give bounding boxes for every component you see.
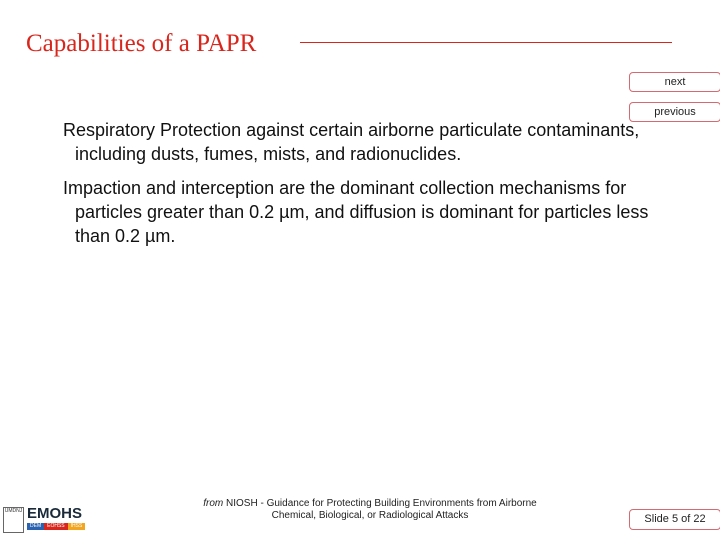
logo-band: IHSS (68, 523, 86, 530)
source-citation (180, 498, 560, 522)
emohs-logo (3, 505, 85, 535)
logo-name: EMOHS (27, 505, 83, 522)
source-line-1: NIOSH - Guidance for Protecting Building Environments from Airborne (223, 498, 537, 509)
slide-title: Capabilities of a PAPR (26, 30, 257, 57)
emblem-icon: UMDNJ (3, 507, 24, 533)
slide-body (63, 118, 653, 258)
title-divider (300, 42, 672, 43)
previous-button[interactable]: previous (629, 102, 720, 122)
slide-counter: Slide 5 of 22 (629, 509, 720, 530)
logo-band: EOHSS (44, 523, 68, 530)
next-button[interactable]: next (629, 72, 720, 92)
logo-bands (27, 523, 85, 530)
bullet-text: Respiratory Protection against certain airborne particulate contaminants, including dusts, fumes, mists, and radionuclides. (63, 120, 640, 164)
source-line-2: Chemical, Biological, or Radiological Attacks (271, 510, 469, 521)
logo-band: DEM (27, 523, 44, 530)
from-label: from (203, 498, 224, 509)
bullet-text: Impaction and interception are the dominant collection mechanisms for particles greater than 0.2 µm, and diffusion is dominant for particles less than 0.2 µm. (63, 178, 649, 246)
